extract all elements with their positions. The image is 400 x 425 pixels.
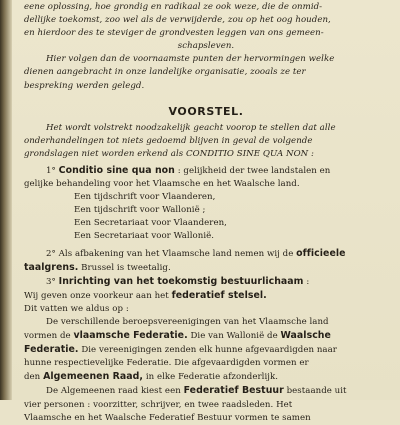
point-1-line: 1° Conditio sine qua non : gelijkheid der twee landstalen en <box>46 164 331 176</box>
point-2-heading: officieele <box>296 247 346 259</box>
point-3-line: Vlaamsche en het Waalsche Federatief Bestuur vormen te samen <box>24 412 311 423</box>
point-1-line: gelijke behandeling voor het Vlaamsche en het Waalsche land. <box>24 179 300 190</box>
point-3-line: De Algemeenen raad kiest een Federatief Bestuur bestaande uit <box>46 385 347 397</box>
intro-line: bespreking werden gelegd. <box>24 80 145 91</box>
list-item: Een Secretariaat voor Wallonië. <box>74 231 215 242</box>
list-item: Een tijdschrift voor Vlaanderen, <box>74 192 216 203</box>
point-3-line: vormen de vlaamsche Federatie. Die van Wallonië de Waalsche <box>24 330 331 342</box>
point-3-line: den Algemeenen Raad, in elke Federatie afzonderlijk. <box>24 371 279 383</box>
proposal-line: grondslagen niet worden erkend als CONDITIO SINE QUA NON : <box>24 148 314 159</box>
point-3-line: Wij geven onze voorkeur aan het federatief stelsel. <box>24 289 267 301</box>
point-3-line: vier personen : voorzitter, schrijver, en twee raadsleden. Het <box>24 399 293 410</box>
point-3-line: 3° Inrichting van het toekomstig bestuurlichaam : <box>46 275 310 287</box>
page-binding-edge <box>0 0 12 400</box>
intro-line: en hierdoor des te steviger de grondvesten leggen van ons gemeen- <box>24 28 324 39</box>
point-2-line: 2° Als afbakening van het Vlaamsche land nemen wij de officieele <box>46 247 346 259</box>
document-content <box>24 0 388 425</box>
intro-line: schapsleven. <box>177 41 235 52</box>
point-3-line: De verschillende beroepsvereenigingen van het Vlaamsche land <box>46 316 329 327</box>
proposal-line: onderhandelingen tot niets gedoemd blijven in geval de volgende <box>24 135 313 146</box>
intro-line: dellijke toekomst, zoo wel als de verwijderde, zou op het oog houden, <box>24 15 331 26</box>
point-3-line: hunne respectievelijke Federatie. Die afgevaardigden vormen er <box>24 358 309 369</box>
list-item: Een Secretariaat voor Vlaanderen, <box>74 218 227 229</box>
intro-line: dienen aangebracht in onze landelijke organisatie, zooals ze ter <box>24 67 306 78</box>
proposal-line: Het wordt volstrekt noodzakelijk geacht voorop te stellen dat alle <box>46 122 336 133</box>
list-item: Een tijdschrift voor Wallonië ; <box>74 205 206 216</box>
point-3-line: Dit vatten we aldus op : <box>24 303 129 314</box>
point-2-line: taalgrens. Brussel is tweetalig. <box>24 261 171 273</box>
point-1-heading: Conditio sine qua non <box>58 164 175 176</box>
intro-line: eene oplossing, hoe grondig en radikaal ze ook weze, die de onmid- <box>24 2 323 12</box>
intro-line: Hier volgen dan de voornaamste punten der hervormingen welke <box>46 54 335 65</box>
point-3-line: Federatie. Die vereenigingen zenden elk hunne afgevaardigden naar <box>24 344 337 356</box>
section-title: VOORSTEL. <box>168 104 244 118</box>
point-3-heading: Inrichting van het toekomstig bestuurlichaam <box>58 275 304 287</box>
